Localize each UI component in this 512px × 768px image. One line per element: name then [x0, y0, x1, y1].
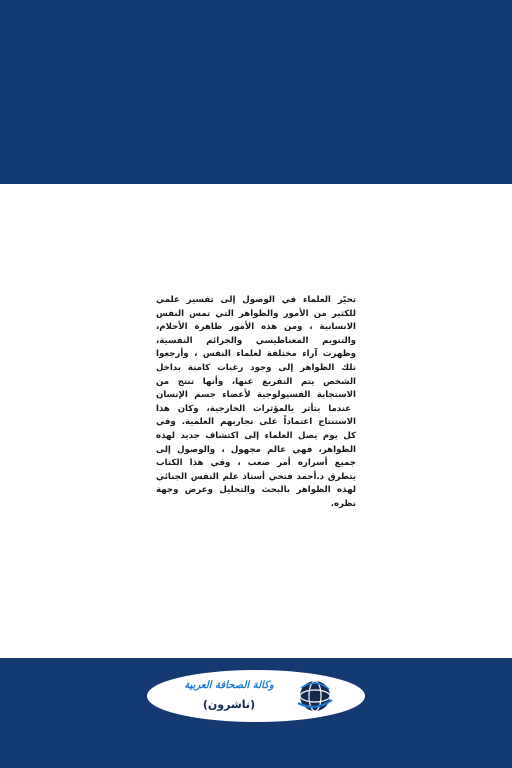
- blurb-line: لهذه الظواهر، فهي عالم مجهول ، والوصول إلى جميع: [156, 430, 356, 469]
- blurb-line: أسراره أمر صعب ، وفي هذا الكتاب يتطرق د.أحمد: [156, 458, 356, 482]
- blurb-line: الاستنتاج اعتماداً على تجاربهم العلمية.: [175, 417, 356, 428]
- blurb-line: بالبحث والتحليل وعرض وجهة نظره.: [156, 485, 356, 509]
- globe-emblem-icon: [295, 676, 335, 716]
- blurb-line: فتحي أستاذ علم النفس الجنائي لهذه الظواهر: [156, 471, 356, 496]
- blurb-line: النفس ، وأرجعوا تلك الظواهر إلى وجود رغبات: [156, 349, 356, 373]
- blurb-line: تنتج من الاستجابة الفسيولوجية لأعضاء جسم: [156, 376, 356, 401]
- publisher-name: وكالة الصحافة العربية: [184, 680, 274, 691]
- top-color-band: [0, 0, 512, 184]
- blurb-line: الإنسان عندما يتأثر بالمؤثرات الخارجية، وكان هذا: [156, 390, 352, 414]
- blurb-line: هذه الأمور ظاهرة الأحلام، والتنويم المغناطيسي: [156, 322, 356, 346]
- blurb-line: كامنة بداخل الشخص يتم التفريغ عنها، وأنها: [156, 362, 356, 387]
- blurb-line: تحيّر العلماء في الوصول إلى تفسير علمي للكثير: [156, 295, 356, 319]
- blurb-text: [156, 294, 356, 512]
- blurb-line: وفي كل يوم يصل العلماء إلى اكتشاف جديد: [156, 417, 356, 441]
- blurb-line: والجرائم النفسية، وظهرت آراء مختلفة لعلماء: [156, 335, 357, 360]
- publisher-subtitle: (ناشرون): [202, 698, 256, 711]
- publisher-logo: [147, 670, 365, 722]
- blurb-block: [156, 294, 356, 544]
- blurb-line: من الأمور والظواهر التي تمس النفس الانسانية ، ومن: [156, 308, 356, 333]
